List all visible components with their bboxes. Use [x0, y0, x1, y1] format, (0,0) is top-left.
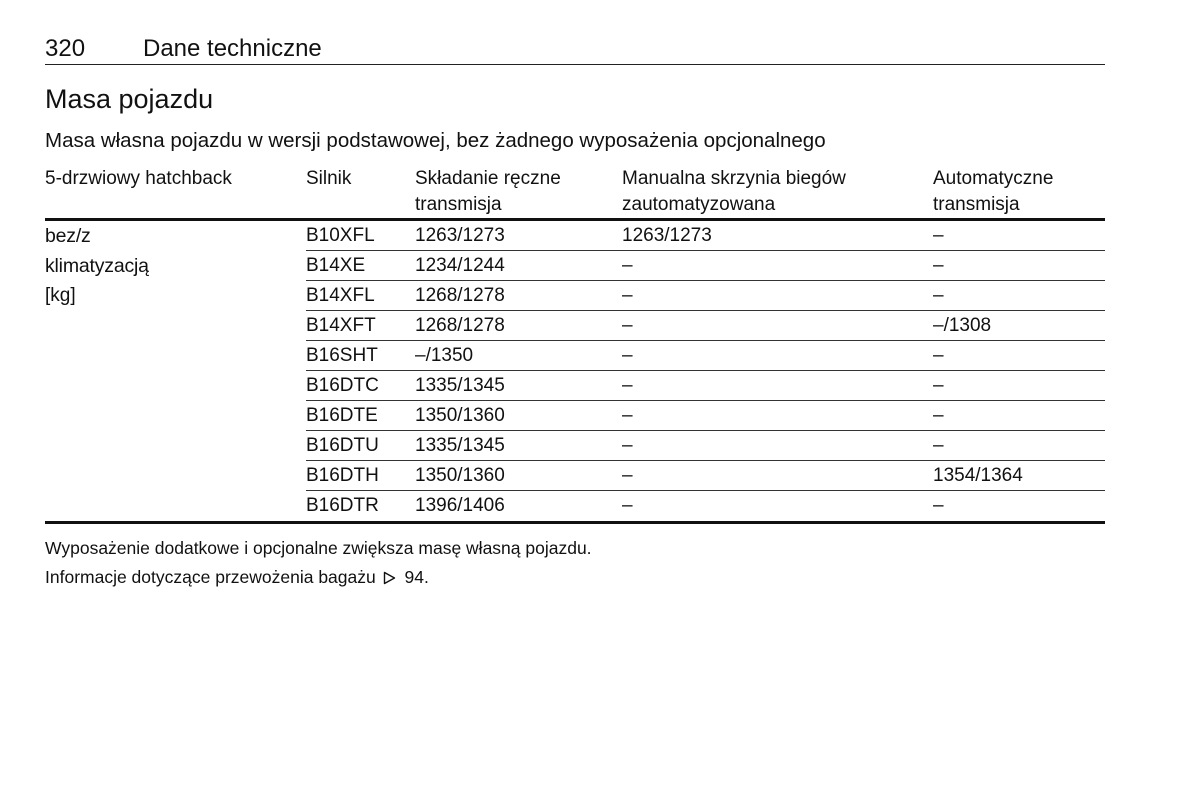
cell-automatic-transmission: –	[933, 495, 944, 516]
cell-automated-manual: –	[622, 435, 633, 456]
table-row	[306, 371, 1105, 401]
cell-manual-transmission: 1350/1360	[415, 405, 505, 426]
table-row	[306, 311, 1105, 341]
cell-engine: B16DTU	[306, 435, 379, 456]
cell-manual-transmission: 1335/1345	[415, 435, 505, 456]
col-header-automated-manual-line1: Manualna skrzynia biegów	[622, 168, 846, 189]
row-label-unit: [kg]	[45, 285, 76, 306]
table-header	[45, 166, 1105, 221]
cell-automated-manual: –	[622, 255, 633, 276]
cell-engine: B14XFT	[306, 315, 376, 336]
cell-automated-manual: –	[622, 345, 633, 366]
col-header-automatic-line1: Automatyczne	[933, 168, 1054, 189]
cell-automatic-transmission: –	[933, 405, 944, 426]
cell-automated-manual: 1263/1273	[622, 225, 712, 246]
cell-manual-transmission: 1268/1278	[415, 285, 505, 306]
table-bottom-rule	[45, 521, 306, 524]
cell-engine: B16DTH	[306, 465, 379, 486]
cell-automated-manual: –	[622, 315, 633, 336]
col-header-engine: Silnik	[306, 168, 352, 189]
cell-engine: B14XE	[306, 255, 366, 276]
cell-automatic-transmission: 1354/1364	[933, 465, 1023, 486]
col-header-automated-manual	[622, 166, 846, 218]
col-header-automatic-line2: transmisja	[933, 194, 1020, 215]
cell-automated-manual: –	[622, 375, 633, 396]
cell-engine: B16DTC	[306, 375, 379, 396]
cell-manual-transmission: 1335/1345	[415, 375, 505, 396]
cell-manual-transmission: –/1350	[415, 345, 474, 366]
cell-automated-manual: –	[622, 465, 633, 486]
table-row	[306, 221, 1105, 251]
section-title: Masa pojazdu	[45, 84, 214, 114]
footnote-optional-equipment: Wyposażenie dodatkowe i opcjonalne zwiększa masę własną pojazdu.	[45, 538, 592, 558]
chapter-title: Dane techniczne	[143, 35, 322, 62]
col-header-automated-manual-line2: zautomatyzowana	[622, 194, 776, 215]
table-row	[306, 341, 1105, 371]
cell-automatic-transmission: –	[933, 375, 944, 396]
cell-automatic-transmission: –	[933, 225, 944, 246]
cell-automatic-transmission: –	[933, 345, 944, 366]
subsection-title: Masa własna pojazdu w wersji podstawowej, bez żadnego wyposażenia opcjonalnego	[45, 129, 826, 152]
cell-engine: B16DTE	[306, 405, 378, 426]
cell-automatic-transmission: –	[933, 285, 944, 306]
table-rows	[306, 221, 1105, 524]
vehicle-weight-table	[45, 166, 1105, 524]
row-label-line1: bez/z	[45, 225, 91, 247]
cell-automatic-transmission: –	[933, 255, 944, 276]
col-header-manual-line1: Składanie ręczne	[415, 168, 561, 189]
table-row	[306, 251, 1105, 281]
table-row	[306, 281, 1105, 311]
cell-automatic-transmission: –/1308	[933, 315, 992, 336]
reference-arrow-icon[interactable]	[383, 567, 396, 591]
table-row	[306, 491, 1105, 524]
col-header-manual-line2: transmisja	[415, 194, 502, 215]
table-row	[306, 401, 1105, 431]
col-header-body: 5-drzwiowy hatchback	[45, 168, 232, 189]
page-header	[45, 34, 1105, 65]
cell-engine: B10XFL	[306, 225, 375, 246]
page-number: 320	[45, 35, 86, 62]
row-group-label	[45, 221, 285, 311]
col-header-automatic	[933, 166, 1053, 218]
footnote-luggage-page-ref[interactable]: 94.	[404, 567, 429, 587]
footnote-luggage-text: Informacje dotyczące przewożenia bagażu	[45, 567, 376, 587]
cell-automated-manual: –	[622, 495, 633, 516]
table-row	[306, 431, 1105, 461]
cell-manual-transmission: 1396/1406	[415, 495, 505, 516]
col-header-manual	[415, 166, 561, 218]
cell-manual-transmission: 1234/1244	[415, 255, 505, 276]
cell-engine: B14XFL	[306, 285, 375, 306]
row-label-line2: klimatyzacją	[45, 255, 149, 277]
cell-automated-manual: –	[622, 405, 633, 426]
cell-manual-transmission: 1263/1273	[415, 225, 505, 246]
cell-engine: B16SHT	[306, 345, 378, 366]
cell-manual-transmission: 1350/1360	[415, 465, 505, 486]
cell-manual-transmission: 1268/1278	[415, 315, 505, 336]
cell-automated-manual: –	[622, 285, 633, 306]
table-row	[306, 461, 1105, 491]
table-body	[45, 221, 1105, 524]
cell-automatic-transmission: –	[933, 435, 944, 456]
footnote-luggage	[45, 565, 429, 591]
cell-engine: B16DTR	[306, 495, 379, 516]
